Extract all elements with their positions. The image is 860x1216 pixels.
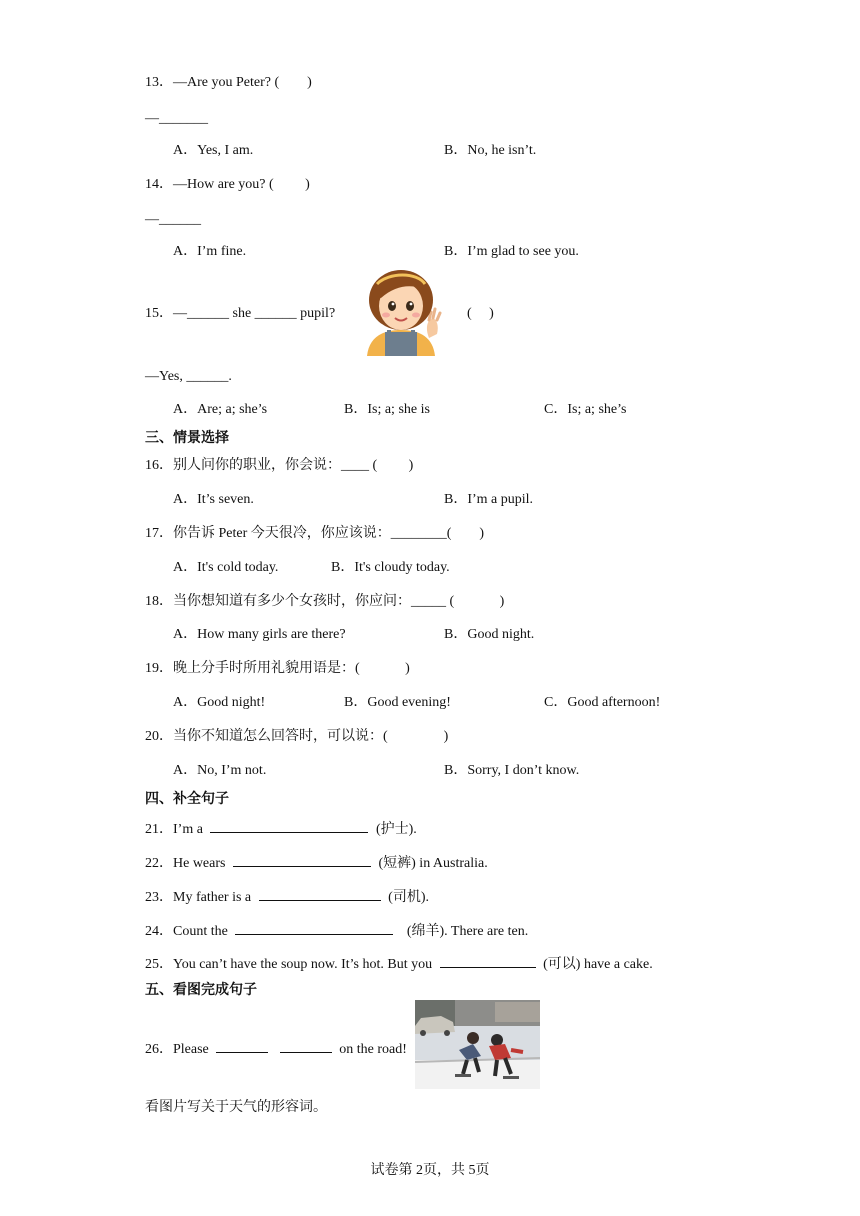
fill-blank-26a[interactable] <box>216 1038 268 1053</box>
option-18-a: A．How many girls are there? <box>173 627 346 642</box>
section-heading-3: 三、情景选择 <box>145 430 229 446</box>
option-14-b: B．I’m glad to see you. <box>444 244 579 259</box>
question-22-text: 22．He wears <box>145 856 226 871</box>
question-17: 17．你告诉 Peter 今天很冷，你应该说：________( ) <box>145 526 485 541</box>
question-18: 18．当你想知道有多少个女孩时，你应问：_____ ( ) <box>145 594 505 609</box>
question-22 <box>145 852 488 873</box>
answer-blank-14: —______ <box>145 212 201 227</box>
question-24-text: 24．Count the <box>145 924 228 939</box>
option-17-b: B．It's cloudy today. <box>331 560 450 575</box>
option-13-b: B．No, he isn’t. <box>444 143 537 158</box>
kids-skating-road-photo <box>415 1000 540 1089</box>
girl-waving-image <box>359 268 445 356</box>
fill-blank-25[interactable] <box>440 953 536 968</box>
option-16-b: B．I’m a pupil. <box>444 492 534 507</box>
question-25-hint: (可以) have a cake. <box>543 957 653 972</box>
question-15: 15．—______ she ______ pupil? <box>145 306 336 321</box>
fill-blank-21[interactable] <box>210 818 368 833</box>
question-23 <box>145 886 429 907</box>
question-19: 19．晚上分手时所用礼貌用语是：( ) <box>145 661 410 676</box>
answer-paren-15: ( ) <box>467 306 494 321</box>
option-19-a: A．Good night! <box>173 695 266 710</box>
fill-blank-23[interactable] <box>259 886 381 901</box>
option-13-a: A．Yes, I am. <box>173 143 254 158</box>
answer-blank-13: —_______ <box>145 111 208 126</box>
option-15-b: B．Is; a; she is <box>344 402 430 417</box>
question-25-text: 25．You can’t have the soup now. It’s hot. But you <box>145 957 433 972</box>
option-14-a: A．I’m fine. <box>173 244 247 259</box>
question-21 <box>145 818 417 839</box>
option-15-c: C．Is; a; she’s <box>544 402 627 417</box>
question-24-hint: (绵羊). There are ten. <box>406 924 529 939</box>
question-21-hint: (护士). <box>375 822 417 837</box>
fill-blank-22[interactable] <box>233 852 371 867</box>
question-16: 16．别人问你的职业，你会说：____ ( ) <box>145 458 414 473</box>
question-14: 14．—How are you? ( ) <box>145 177 310 192</box>
option-19-c: C．Good afternoon! <box>544 695 661 710</box>
page-footer: 试卷第 2页，共 5页 <box>370 1163 490 1178</box>
option-15-a: A．Are; a; she’s <box>173 402 268 417</box>
fill-blank-24[interactable] <box>235 920 393 935</box>
option-20-a: A．No, I’m not. <box>173 763 267 778</box>
question-23-hint: (司机). <box>388 890 429 905</box>
question-26-text: 26．Please <box>145 1042 209 1057</box>
option-16-a: A．It’s seven. <box>173 492 254 507</box>
option-19-b: B．Good evening! <box>344 695 451 710</box>
section-heading-5: 五、看图完成句子 <box>145 982 257 998</box>
question-22-hint: (短裤) in Australia. <box>378 856 488 871</box>
question-23-text: 23．My father is a <box>145 890 252 905</box>
question-26-hint: on the road! <box>339 1042 407 1057</box>
option-18-b: B．Good night. <box>444 627 535 642</box>
option-20-b: B．Sorry, I don’t know. <box>444 763 580 778</box>
question-13: 13．—Are you Peter? ( ) <box>145 75 312 90</box>
option-17-a: A．It's cold today. <box>173 560 279 575</box>
instruction-text: 看图片写关于天气的形容词。 <box>145 1100 327 1115</box>
question-20: 20．当你不知道怎么回答时，可以说：( ) <box>145 729 449 744</box>
question-26 <box>145 1038 407 1059</box>
fill-blank-26b[interactable] <box>280 1038 332 1053</box>
answer-blank-15: —Yes, ______. <box>145 369 232 384</box>
question-24 <box>145 920 528 941</box>
question-21-text: 21．I’m a <box>145 822 203 837</box>
question-25 <box>145 953 653 974</box>
section-heading-4: 四、补全句子 <box>145 791 229 807</box>
